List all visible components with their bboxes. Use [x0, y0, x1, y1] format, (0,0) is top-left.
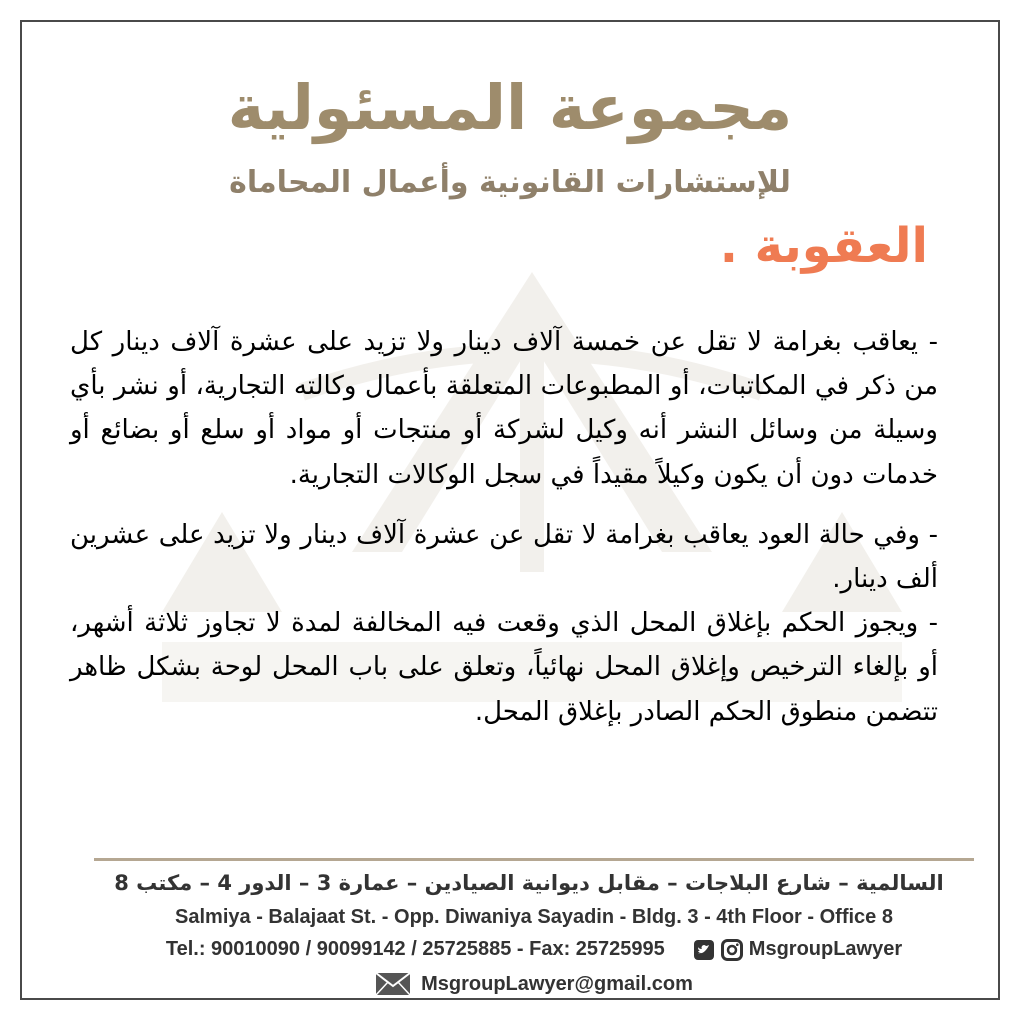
email-address: MsgroupLawyer@gmail.com [421, 972, 693, 995]
phone-numbers: Tel.: 90010090 / 90099142 / 25725885 - Fax: 25725995 [165, 938, 665, 960]
section-title: العقوبة . [719, 218, 928, 274]
twitter-icon [693, 939, 715, 961]
mail-icon [375, 972, 411, 996]
address-arabic: السالمية – شارع البلاجات – مقابل ديوانية الصيادين – عمارة 3 – الدور 4 – مكتب 8 [114, 871, 944, 895]
social-handle: MsgroupLawyer [748, 938, 903, 960]
page-frame [20, 20, 1000, 1000]
email-row [94, 972, 974, 996]
paragraph-1: - يعاقب بغرامة لا تقل عن خمسة آلاف دينار ولا تزيد على عشرة آلاف دينار كل من ذكر في المكاتبات، أو المطبوعات المتعلقة بأعمال وكالته التجارية، أو نشر بأي وسيلة من وسائل النشر أنه وكيل لشركة أو منتجات أو مواد أو سلع أو بضائع أو خدمات دون أن يكون وكيلاً مقيداً في سجل الوكالات التجارية. [70, 327, 938, 490]
paragraph-2: - وفي حالة العود يعاقب بغرامة لا تقل عن عشرة آلاف دينار ولا تزيد على عشرين ألف دينار. [70, 519, 938, 594]
company-name: مجموعة المسئولية [227, 71, 793, 144]
contact-row [94, 938, 974, 961]
footer-divider [94, 858, 974, 861]
paragraph-3: - ويجوز الحكم بإغلاق المحل الذي وقعت فيه المخالفة لمدة لا تجاوز ثلاثة أشهر، أو بإلغاء الترخيص وإغلاق المحل نهائياً، وتعلق على باب المحل لوحة بشكل ظاهر تتضمن منطوق الحكم الصادر بإغلاق المحل. [70, 608, 938, 727]
instagram-icon [721, 939, 743, 961]
article-body [70, 320, 938, 734]
address-english: Salmiya - Balajaat St. - Opp. Diwaniya Sayadin - Bldg. 3 - 4th Floor - Office 8 [175, 906, 893, 928]
company-tagline: للإستشارات القانونية وأعمال المحاماة [229, 165, 791, 200]
